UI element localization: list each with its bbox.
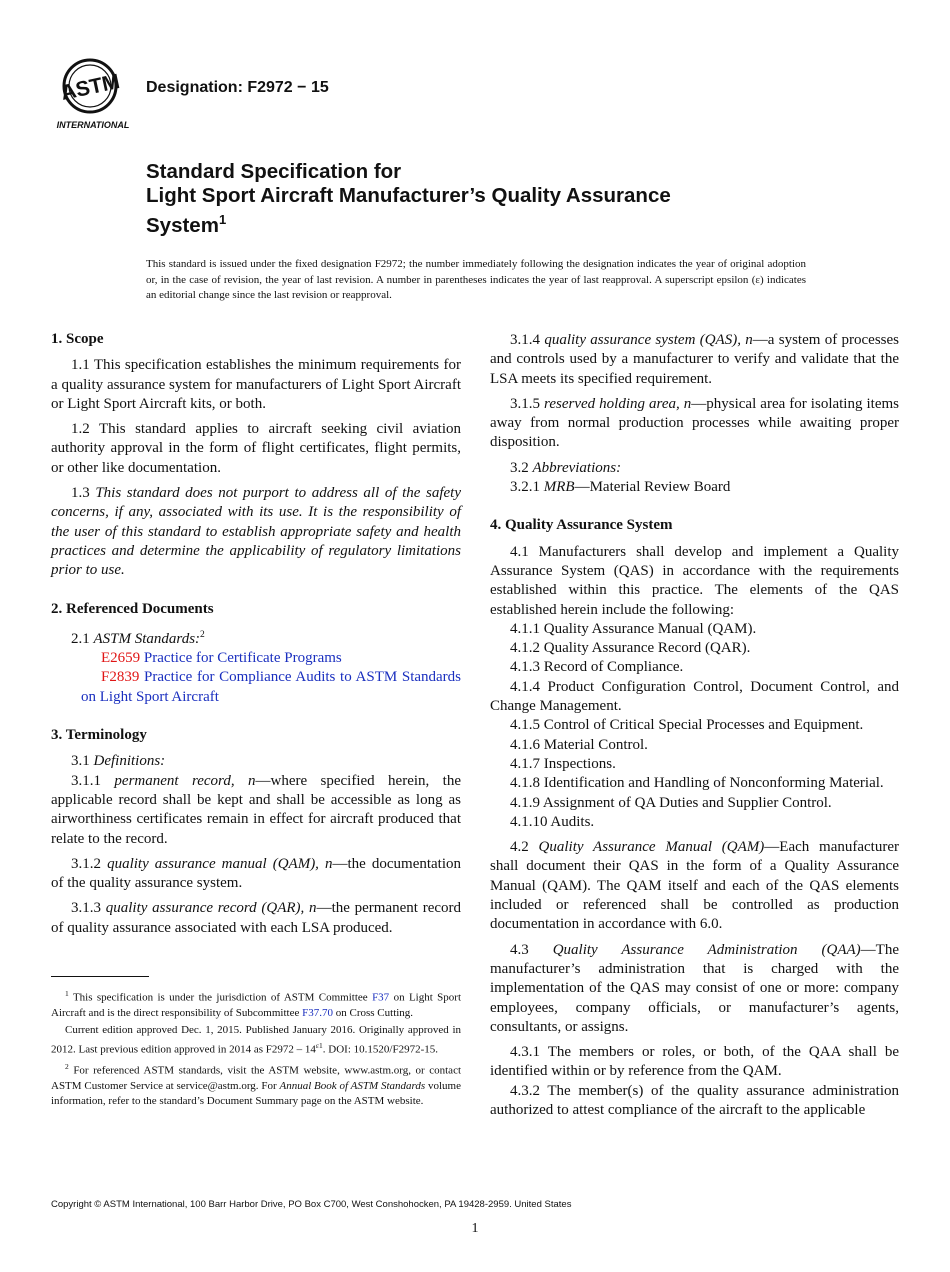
footnote-mark-2[interactable]: 2 xyxy=(200,629,205,640)
title-line-2: Light Sport Aircraft Manufacturer’s Quality Assurance xyxy=(146,184,671,207)
reference-e2659[interactable] xyxy=(51,649,461,668)
footnote-1: $^1$ This specification is under the jurisdiction of ASTM Committee F37 on Light Sport Aircraft and is the direct responsibility of Subcommittee F37.70 on Cross Cutting. xyxy=(51,989,461,1019)
left-column xyxy=(51,330,461,944)
paragraph-1-1: 1.1 This specification establishes the minimum requirements for a quality assurance system for manufacturers of Light Sport Aircraft or Light Sport Aircraft kits, or both. xyxy=(51,357,461,412)
definition-3-1-2: 3.1.2 quality assurance manual (QAM), n—the documentation of the quality assurance system. xyxy=(51,855,462,892)
logo-subtext: INTERNATIONAL xyxy=(56,120,130,130)
list-item: 4.1.5 Control of Critical Special Processes and Equipment. xyxy=(510,717,864,734)
title-line-3: System$^1$ xyxy=(146,212,227,237)
footnote-divider xyxy=(51,976,149,977)
list-item: 4.1.7 Inspections. xyxy=(510,755,616,772)
footnotes xyxy=(51,986,461,1111)
section-heading-quality-assurance-system: 4. Quality Assurance System xyxy=(490,517,673,534)
paragraph-4-3: 4.3 Quality Assurance Administration (QAA)—The manufacturer’s administration that is charged with the implementation of the QAS may consist of one or more: company employees, company officials, or manufacturer’s agents, consultants, or assigns. xyxy=(490,941,899,1035)
issuance-note: This standard is issued under the fixed designation F2972; the number immediately following the designation indicates the year of original adoption or, in the case of revision, the year of last revision. A number in parentheses indicates the year of last reapproval. A superscript epsilon (ε) indicates an editorial change since the last revision or reapproval. xyxy=(146,258,806,301)
page-number: 1 xyxy=(471,1221,479,1236)
section-heading-referenced-documents: 2. Referenced Documents xyxy=(51,600,214,617)
paragraph-1-2: 1.2 This standard applies to aircraft seeking civil aviation authority approval in the form of flight certificates, flight permits, or other like documentation. xyxy=(51,421,461,476)
paragraph-2-1: 2.1 ASTM Standards:$^2$ xyxy=(71,629,205,647)
list-item: 4.1.4 Product Configuration Control, Document Control, and Change Management. xyxy=(490,678,899,715)
right-column xyxy=(490,331,899,1120)
astm-logo xyxy=(52,56,134,132)
list-item: 4.1.8 Identification and Handling of Nonconforming Material. xyxy=(510,775,884,792)
copyright-notice: Copyright © ASTM International, 100 Barr Harbor Drive, PO Box C700, West Conshohocken, PA 19428-2959. United States xyxy=(51,1199,572,1210)
definition-3-1-1: 3.1.1 permanent record, n—where specified herein, the applicable record shall be kept and shall be accessible as long as airworthiness certificates remain in effect for aircraft produced that relate to the record. xyxy=(51,772,462,847)
title-line-1: Standard Specification for xyxy=(146,160,402,183)
list-item: 4.1.10 Audits. xyxy=(510,813,595,830)
reference-code[interactable]: F2839 xyxy=(101,669,140,686)
footnote-1-edition: Current edition approved Dec. 1, 2015. Published January 2016. Originally approved in 2012. Last previous edition approved in 2014 as $F2972 - 14^{\varepsilon 1}$. DOI: 10.1520/F2972-15. xyxy=(51,1023,461,1056)
title-footnote-mark[interactable]: 1 xyxy=(218,212,227,227)
definition-3-1-3: 3.1.3 quality assurance record (QAR), n—the permanent record of quality assurance associated with each LSA produced. xyxy=(51,900,462,936)
standard-title xyxy=(146,160,906,238)
paragraph-4-2: 4.2 Quality Assurance Manual (QAM)—Each manufacturer shall document their QAS in the form of a Quality Assurance Manual (QAM). The QAM itself and each of the QAS elements included or referenced shall be controlled as production documentation in accordance with 6.0. xyxy=(490,839,900,933)
logo-text: ASTM xyxy=(58,70,122,105)
reference-f2839[interactable] xyxy=(51,668,461,707)
designation: Designation: F2972 − 15 xyxy=(146,79,329,96)
paragraph-4-1: 4.1 Manufacturers shall develop and implement a Quality Assurance System (QAS) in accordance with the requirements established within this practice. The elements of the QAS established herein include the following: xyxy=(490,543,899,618)
section-heading-scope: 1. Scope xyxy=(51,331,104,347)
reference-code[interactable]: E2659 xyxy=(101,650,141,667)
reference-title-link[interactable]: Practice for Compliance Audits to ASTM Standards on Light Sport Aircraft xyxy=(81,669,462,705)
list-item: 4.1.2 Quality Assurance Record (QAR). xyxy=(510,640,751,657)
footnote-2: $^2$ For referenced ASTM standards, visit the ASTM website, www.astm.org, or contact ASTM Customer Service at service@astm.org. For Annual Book of ASTM Standards volume information, refer to the standard’s Document Summary page on the ASTM website. xyxy=(51,1062,462,1107)
section-heading-terminology: 3. Terminology xyxy=(51,727,147,744)
definition-3-1-5: 3.1.5 reserved holding area, n—physical area for isolating items away from normal production processes while awaiting proper disposition. xyxy=(490,395,900,451)
list-item: 4.1.9 Assignment of QA Duties and Supplier Control. xyxy=(510,794,832,811)
paragraph-1-3: 1.3 This standard does not purport to address all of the safety concerns, if any, associated with its use. It is the responsibility of the user of this standard to establish appropriate safety and health practices and determine the applicability of regulatory limitations prior to use. xyxy=(51,485,462,579)
definition-3-1-4: 3.1.4 quality assurance system (QAS), n—a system of processes and controls used by a manufacturer to verify and validate that the LSA meets its specified requirement. xyxy=(490,332,899,387)
paragraph-3-2: 3.2 Abbreviations: xyxy=(510,459,622,476)
committee-f37-link[interactable]: F37 xyxy=(372,991,390,1004)
abbreviation-3-2-1: 3.2.1 MRB—Material Review Board xyxy=(510,479,731,496)
list-item: 4.1.1 Quality Assurance Manual (QAM). xyxy=(510,620,757,637)
list-item: 4.1.6 Material Control. xyxy=(510,736,648,753)
paragraph-4-3-1: 4.3.1 The members or roles, or both, of the QAA shall be identified within or by reference from the QAM. xyxy=(490,1044,899,1080)
paragraph-3-1: 3.1 Definitions: xyxy=(71,753,166,770)
paragraph-4-3-2: 4.3.2 The member(s) of the quality assurance administration authorized to attest compliance of the aircraft to the applicable xyxy=(490,1082,899,1118)
subcommittee-f37-70-link[interactable]: F37.70 xyxy=(302,1006,333,1019)
reference-title-link[interactable]: Practice for Certificate Programs xyxy=(143,650,342,667)
list-item: 4.1.3 Record of Compliance. xyxy=(510,659,684,676)
